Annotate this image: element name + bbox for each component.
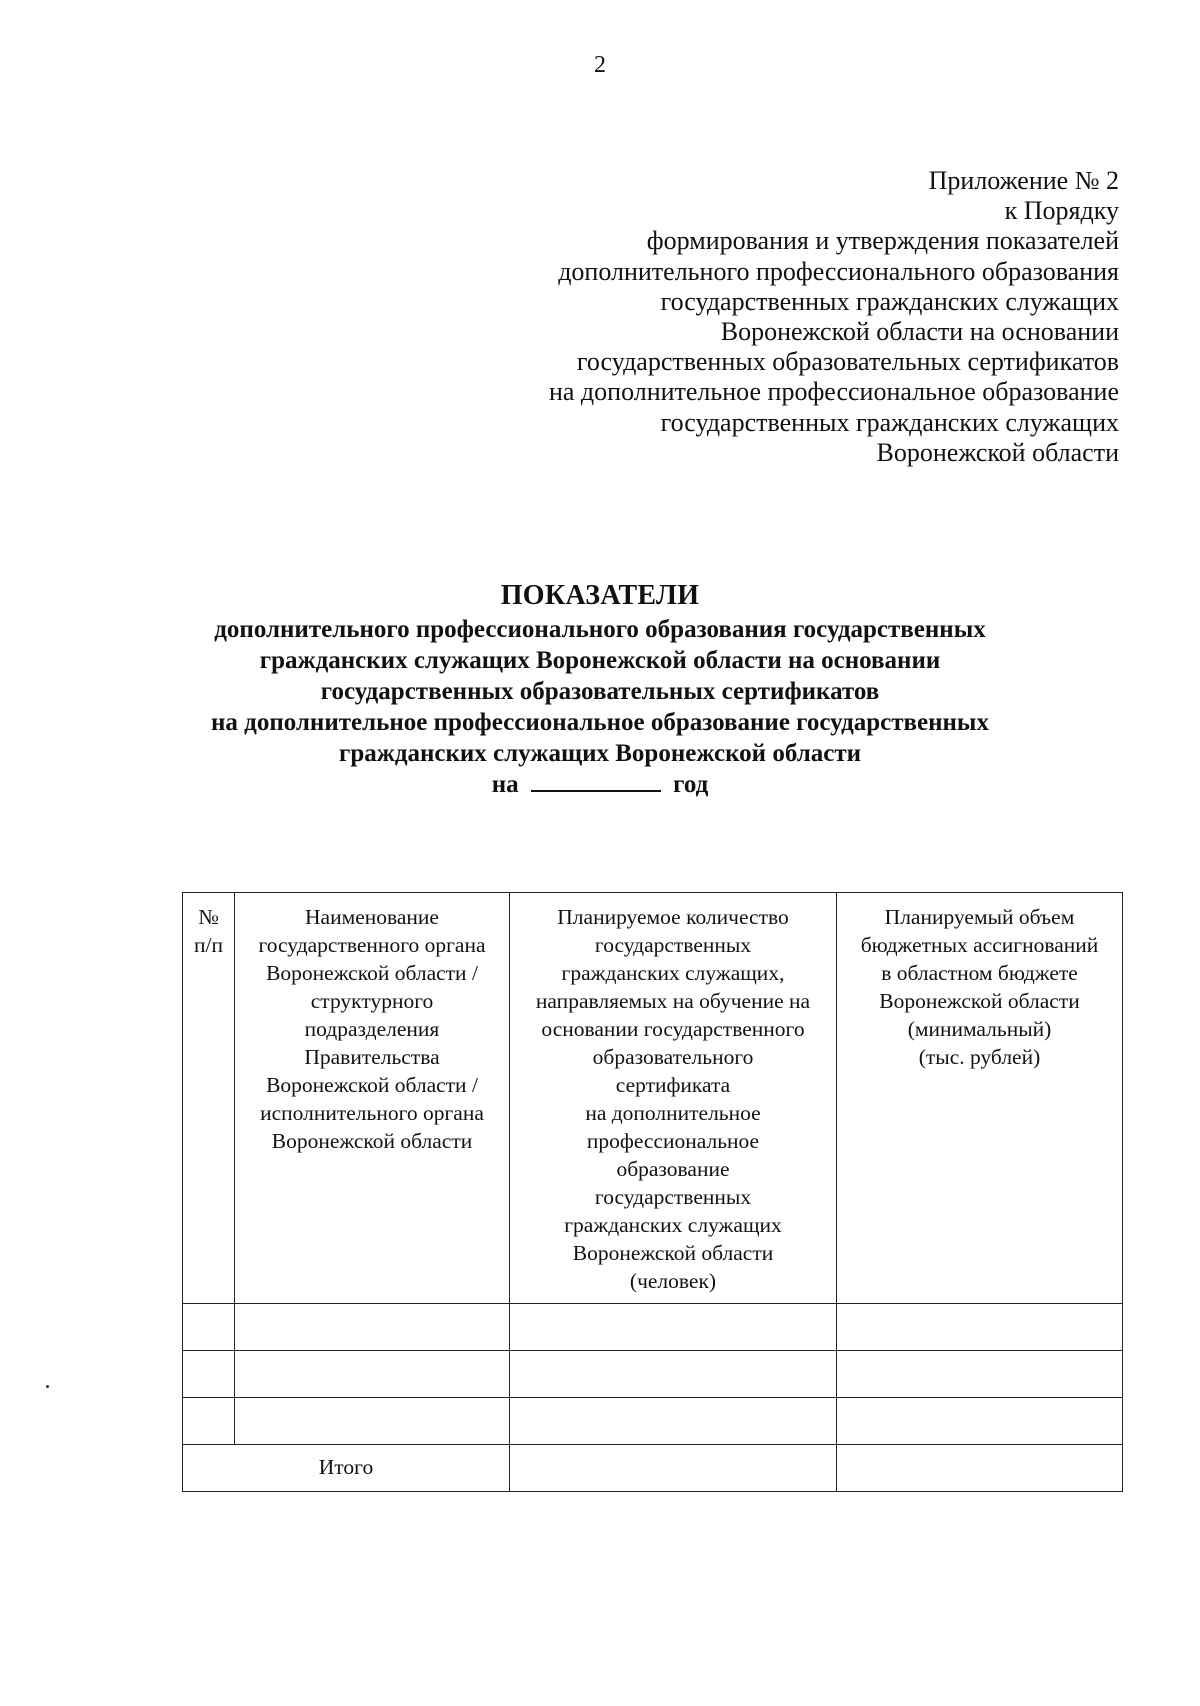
header-number (183, 893, 235, 1304)
header-line: государственных (594, 1185, 752, 1209)
appendix-line: дополнительного профессионального образования (558, 256, 1119, 286)
table-cell (510, 1351, 837, 1398)
header-line: п/п (194, 933, 223, 957)
appendix-line: формирования и утверждения показателей (646, 226, 1119, 256)
table-cell (510, 1398, 837, 1445)
appendix-line: Воронежской области (876, 437, 1119, 467)
table-cell (837, 1398, 1123, 1445)
year-blank-field (531, 770, 661, 792)
appendix-line: к Порядку (1004, 196, 1119, 226)
appendix-line: государственных гражданских служащих (660, 286, 1119, 316)
appendix-reference (419, 166, 1119, 468)
document-title-block (150, 578, 1050, 800)
header-organization (235, 893, 510, 1304)
header-line: (минимальный) (907, 1017, 1052, 1041)
total-row (183, 1445, 1123, 1492)
header-line: Наименование (305, 905, 439, 929)
table-header-row (183, 893, 1123, 1304)
header-line: Воронежской области / (266, 961, 478, 985)
table-cell (183, 1398, 235, 1445)
table-cell (183, 1304, 235, 1351)
page-number: 2 (594, 52, 606, 78)
year-suffix: год (673, 771, 709, 798)
appendix-line: государственных образовательных сертификатов (576, 347, 1119, 377)
header-line: образовательного (592, 1045, 754, 1069)
header-line: (человек) (629, 1269, 717, 1293)
header-line: Правительства (304, 1045, 440, 1069)
document-subtitle-line: гражданских служащих Воронежской области на основании (259, 647, 941, 674)
header-line: Воронежской области (879, 989, 1080, 1013)
table-row (183, 1351, 1123, 1398)
document-subtitle-line: гражданских служащих Воронежской области (338, 740, 862, 767)
appendix-line: государственных гражданских служащих (660, 407, 1119, 437)
table-cell (837, 1351, 1123, 1398)
header-line: бюджетных ассигнований (860, 933, 1099, 957)
table-cell (837, 1304, 1123, 1351)
header-line: Воронежской области (271, 1129, 473, 1153)
document-subtitle-line: дополнительного профессионального образования государственных (214, 616, 986, 643)
total-count-cell (510, 1445, 837, 1492)
header-line: структурного (310, 989, 434, 1013)
header-line: подразделения (304, 1017, 440, 1041)
scan-dot (46, 1385, 49, 1388)
table-cell (510, 1304, 837, 1351)
table-cell (235, 1351, 510, 1398)
document-subtitle-line: на дополнительное профессиональное образование государственных (211, 709, 989, 736)
header-planned-budget (837, 893, 1123, 1304)
table-cell (183, 1351, 235, 1398)
header-planned-count (510, 893, 837, 1304)
header-line: исполнительного органа (260, 1101, 484, 1125)
header-line: государственного органа (258, 933, 486, 957)
document-title: ПОКАЗАТЕЛИ (500, 580, 700, 611)
header-line: на дополнительное (585, 1101, 761, 1125)
header-line: государственных (594, 933, 752, 957)
total-label: Итого (183, 1445, 510, 1492)
appendix-line: Приложение № 2 (928, 166, 1119, 195)
header-line: Планируемый объем (884, 905, 1075, 929)
year-prefix: на (491, 771, 519, 798)
table-cell (235, 1398, 510, 1445)
header-line: направляемых на обучение на (535, 989, 811, 1013)
header-line: образование (616, 1157, 730, 1181)
header-line: гражданских служащих (564, 1213, 782, 1237)
total-budget-cell (837, 1445, 1123, 1492)
year-line (150, 769, 1050, 800)
header-line: основании государственного (541, 1017, 805, 1041)
header-line: № (198, 905, 219, 929)
indicators-table (182, 892, 1123, 1492)
table-row (183, 1398, 1123, 1445)
header-line: гражданских служащих, (561, 961, 785, 985)
header-line: Воронежской области / (266, 1073, 478, 1097)
table-cell (235, 1304, 510, 1351)
document-subtitle-line: государственных образовательных сертификатов (320, 678, 880, 705)
header-line: профессиональное (586, 1129, 760, 1153)
appendix-line: на дополнительное профессиональное образование (548, 377, 1119, 407)
header-line: Воронежской области (572, 1241, 774, 1265)
header-line: (тыс. рублей) (918, 1045, 1041, 1069)
table-row (183, 1304, 1123, 1351)
header-line: Планируемое количество (557, 905, 789, 929)
appendix-line: Воронежской области на основании (720, 317, 1119, 347)
header-line: сертификата (615, 1073, 731, 1097)
header-line: в областном бюджете (881, 961, 1078, 985)
